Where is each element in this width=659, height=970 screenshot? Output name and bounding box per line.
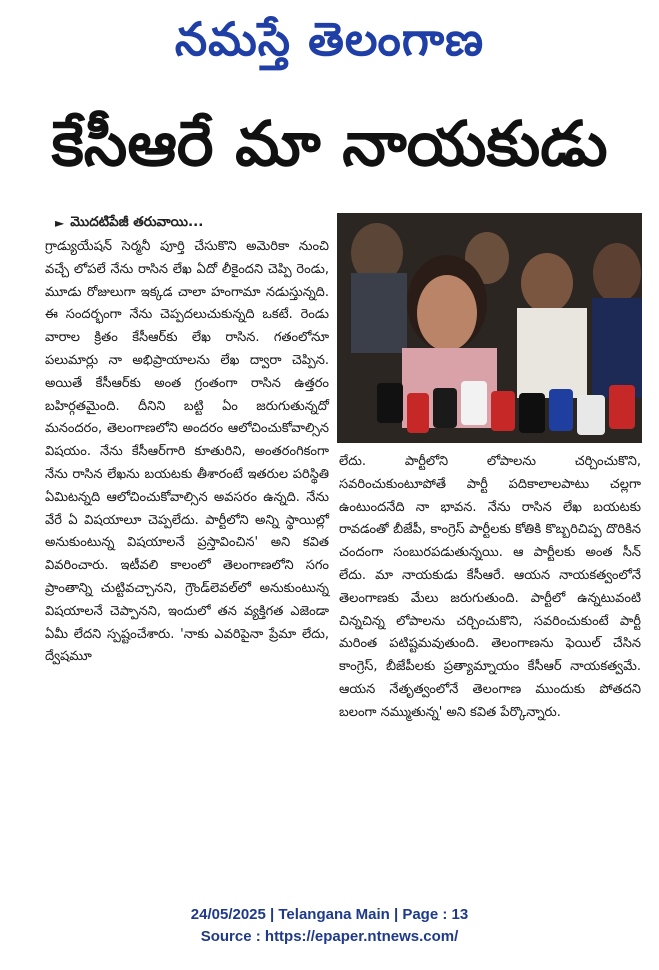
photo-illustration bbox=[337, 213, 642, 443]
arrow-icon: ► bbox=[55, 216, 65, 230]
newspaper-masthead: నమస్తే తెలంగాణ bbox=[174, 12, 485, 66]
press-conference-photo bbox=[337, 213, 642, 443]
article-body-left: గ్రాడ్యుయేషన్ సెర్మనీ పూర్తి చేసుకొని అమెరికా నుంచి వచ్చే లోపలే నేను రాసిన లేఖ ఏదో లీకైందని చెప్పి రెండు, మూడు రోజులుగా ఇక్కడ చాలా హంగామా నడుస్తున్నది. ఈ సందర్భంగా నేను చెప్పదలుచుకున్నది ఒకటే. రెండు వారాల క్రితం కేసీఆర్‌కు లేఖ రాసిన. గతంలోనూ పలుమార్లు నా అభిప్రాయాలను లేఖ ద్వారా చెప్పిన. అయితే కేసీఆర్‌కు అంత గ్రంతంగా రాసిన ఉత్తరం బహిర్గతమైంది. దీనిని బట్టి ఏం జరుగుతున్నదో మనందరం, తెలంగాణలోని అందరం ఆలోచించుకోవాల్సిన విషయం. నేను కేసీఆర్‌గారి కూతురిని, అంతరంగికంగా నేను రాసిన లేఖను బయటకు తీశారంటే ఇతరుల పరిస్థితి ఏమిటన్నది ఆలోచించుకోవాల్సిన అవసరం ఉన్నది. నేను వేరే ఏ విషయాలూ చెప్పలేదు. పార్టీలోని అన్ని స్థాయిల్లో అనుకుంటున్న విషయాలనే ప్రస్తావించిన' అని కవిత వివరించారు. ఇటీవలి కాలంలో తెలంగాణలోని సగం ప్రాంతాన్ని చుట్టివచ్చానని, గ్రౌండ్‌లెవల్‌లో అనుకుంటున్న విషయాలనే చెప్పానని, ఇందులో తన వ్యక్తిగత ఎజెండా ఏమీ లేదని స్పష్టంచేశారు. 'నాకు ఎవరిపైనా ప్రేమా లేదు, ద్వేషమూ bbox=[45, 239, 329, 665]
continued-from-label bbox=[55, 212, 203, 234]
article-column-right bbox=[339, 451, 641, 725]
edition-info: 24/05/2025 | Telangana Main | Page : 13 bbox=[190, 906, 469, 923]
article-headline: కేసీఆరే మా నాయకుడు bbox=[51, 107, 608, 180]
page-footer bbox=[0, 904, 659, 948]
source-link[interactable]: Source : https://epaper.ntnews.com/ bbox=[200, 928, 459, 945]
article-column-left bbox=[45, 236, 329, 669]
article-body-right: లేదు. పార్టీలోని లోపాలను చర్చించుకొని, సవరించుకుంటూపోతే పార్టీ పదికాలాలపాటు చల్లగా ఉంటుందనేది నా భావన. నేను రాసిన లేఖ బయటకు రావడంతో బీజేపీ, కాంగ్రెస్ పార్టీలకు కోతికి కొబ్బరిచిప్ప దొరికిన చందంగా సంబురపడుతున్నయి. ఆ పార్టీలకు అంత సీన్ లేదు. మా నాయకుడు కేసీఆరే. ఆయన నాయకత్వంలోనే తెలంగాణకు మేలు జరుగుతుంది. పార్టీలో ఉన్నటువంటి చిన్నచిన్న లోపాలను చర్చించుకొని, సవరించుకుంటే పార్టీ మరింత పటిష్టమవుతుంది. తెలంగాణను ఫెయిల్ చేసిన కాంగ్రెస్, బీజేపీలకు ప్రత్యామ్నాయం కేసీఆర్ నాయకత్వమే. ఆయన నేతృత్వంలోనే తెలంగాణ ముందుకు పోతదని బలంగా నమ్ముతున్న' అని కవిత పేర్కొన్నారు. bbox=[339, 454, 641, 720]
continued-from-text: మొదటిపేజీ తరువాయి... bbox=[70, 213, 204, 230]
